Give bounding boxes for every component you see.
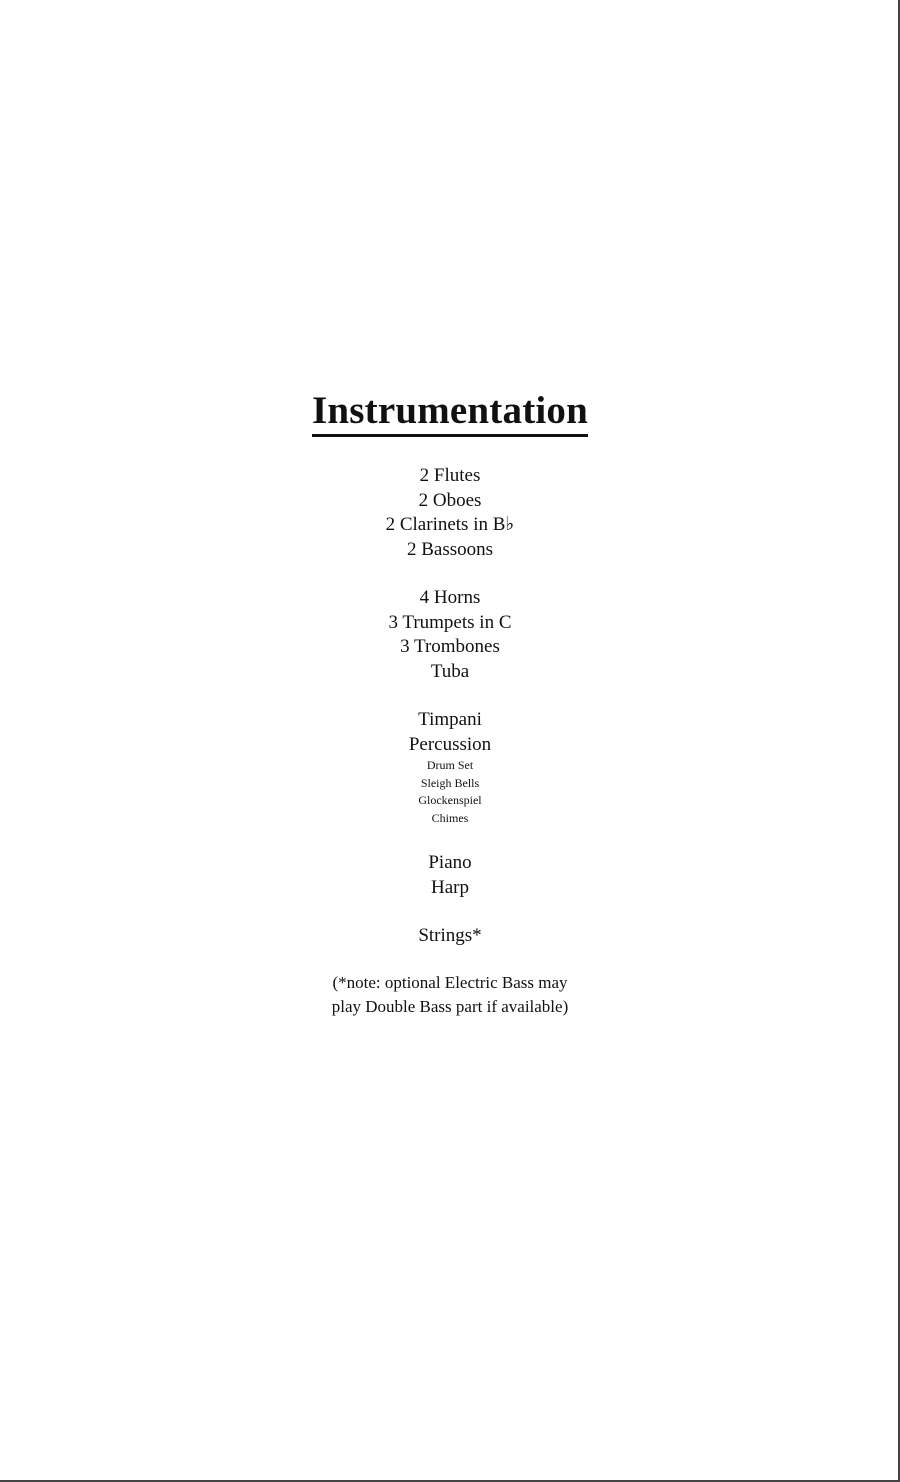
footnote-line: (*note: optional Electric Bass may (332, 972, 568, 992)
keyboards-group (0, 851, 900, 900)
page-title: Instrumentation (312, 388, 588, 437)
percussion-subitem: Sleigh Bells (420, 775, 480, 790)
woodwind-item: 2 Bassoons (406, 538, 494, 560)
brass-group (0, 586, 900, 684)
instrumentation-page (0, 388, 900, 1019)
percussion-subitem: Glockenspiel (418, 793, 482, 807)
keyboard-item: Harp (431, 876, 469, 898)
woodwind-item: 2 Flutes (419, 465, 481, 486)
strings-item: Strings* (418, 925, 482, 946)
timpani-item: Timpani (418, 709, 482, 730)
keyboard-item: Piano (428, 852, 472, 873)
percussion-subitem: Drum Set (426, 758, 474, 772)
brass-item: 3 Trombones (400, 636, 500, 657)
brass-item: Tuba (430, 660, 470, 682)
footnote (0, 971, 900, 1019)
instrument-groups (0, 464, 900, 1019)
percussion-item: Percussion (408, 733, 492, 755)
brass-item: 4 Horns (419, 587, 481, 608)
woodwind-item: 2 Oboes (418, 489, 482, 511)
percussion-subitem: Chimes (431, 810, 469, 825)
footnote-line: play Double Bass part if available) (331, 996, 569, 1016)
woodwinds-group (0, 464, 900, 562)
percussion-subitems (0, 757, 900, 827)
woodwind-item: 2 Clarinets in B♭ (385, 514, 515, 535)
percussion-group (0, 708, 900, 827)
strings-group (0, 924, 900, 949)
brass-item: 3 Trumpets in C (388, 611, 512, 633)
